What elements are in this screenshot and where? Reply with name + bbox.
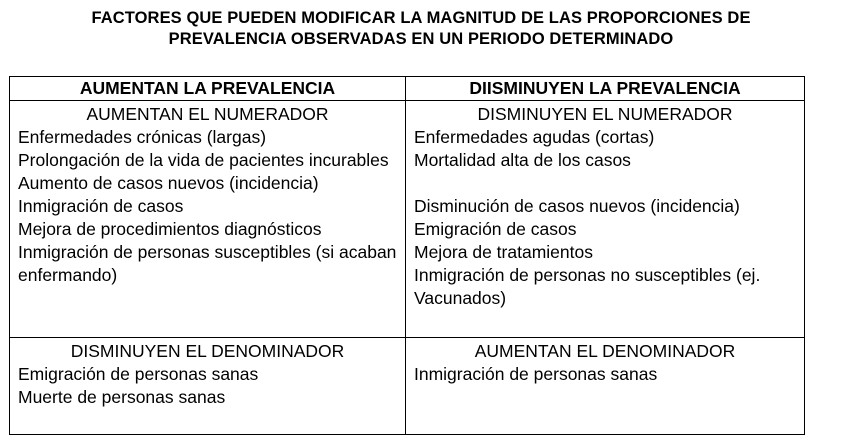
title-line-1: FACTORES QUE PUEDEN MODIFICAR LA MAGNITUD DE LAS PROPORCIONES DE: [91, 9, 751, 27]
list-item: Mejora de procedimientos diagnósticos: [18, 219, 322, 239]
denominator-decrease-cell: [10, 338, 406, 435]
blank-line: [414, 172, 796, 195]
list-item: Disminución de casos nuevos (incidencia): [414, 196, 740, 216]
list-item: Aumento de casos nuevos (incidencia): [18, 173, 319, 193]
list-item: Emigración de personas sanas: [18, 364, 259, 384]
numerator-section-row: [10, 101, 805, 338]
list-item: Enfermedades crónicas (largas): [18, 127, 267, 147]
list-item: Inmigración de personas no susceptibles (ej. Vacunados): [414, 265, 761, 308]
table-header-row: [10, 77, 805, 101]
header-increase-prevalence: AUMENTAN LA PREVALENCIA: [10, 77, 406, 101]
prevalence-factors-table: [9, 76, 805, 435]
list-item: Emigración de casos: [414, 219, 577, 239]
subheader-decrease-denominator: DISMINUYEN EL DENOMINADOR: [70, 341, 345, 361]
denominator-increase-cell: [406, 338, 805, 435]
numerator-decrease-cell: [406, 101, 805, 338]
denominator-section-row: [10, 338, 805, 435]
list-item: Inmigración de personas sanas: [414, 364, 658, 384]
list-item: Inmigración de casos: [18, 196, 184, 216]
subheader-increase-numerator: AUMENTAN EL NUMERADOR: [86, 104, 329, 124]
list-item: Mortalidad alta de los casos: [414, 150, 631, 170]
numerator-increase-cell: [10, 101, 406, 338]
title-line-2: PREVALENCIA OBSERVADAS EN UN PERIODO DETERMINADO: [168, 30, 674, 48]
list-item: Mejora de tratamientos: [414, 242, 593, 262]
page-title: [0, 8, 842, 50]
list-item: Inmigración de personas susceptibles (si acaban enfermando): [18, 242, 397, 285]
list-item: Enfermedades agudas (cortas): [414, 127, 655, 147]
subheader-increase-denominator: AUMENTAN EL DENOMINADOR: [474, 341, 736, 361]
subheader-decrease-numerator: DISMINUYEN EL NUMERADOR: [477, 104, 733, 124]
header-decrease-prevalence: DIISMINUYEN LA PREVALENCIA: [406, 77, 805, 101]
list-item: Prolongación de la vida de pacientes incurables: [18, 150, 389, 170]
list-item: Muerte de personas sanas: [18, 387, 226, 407]
